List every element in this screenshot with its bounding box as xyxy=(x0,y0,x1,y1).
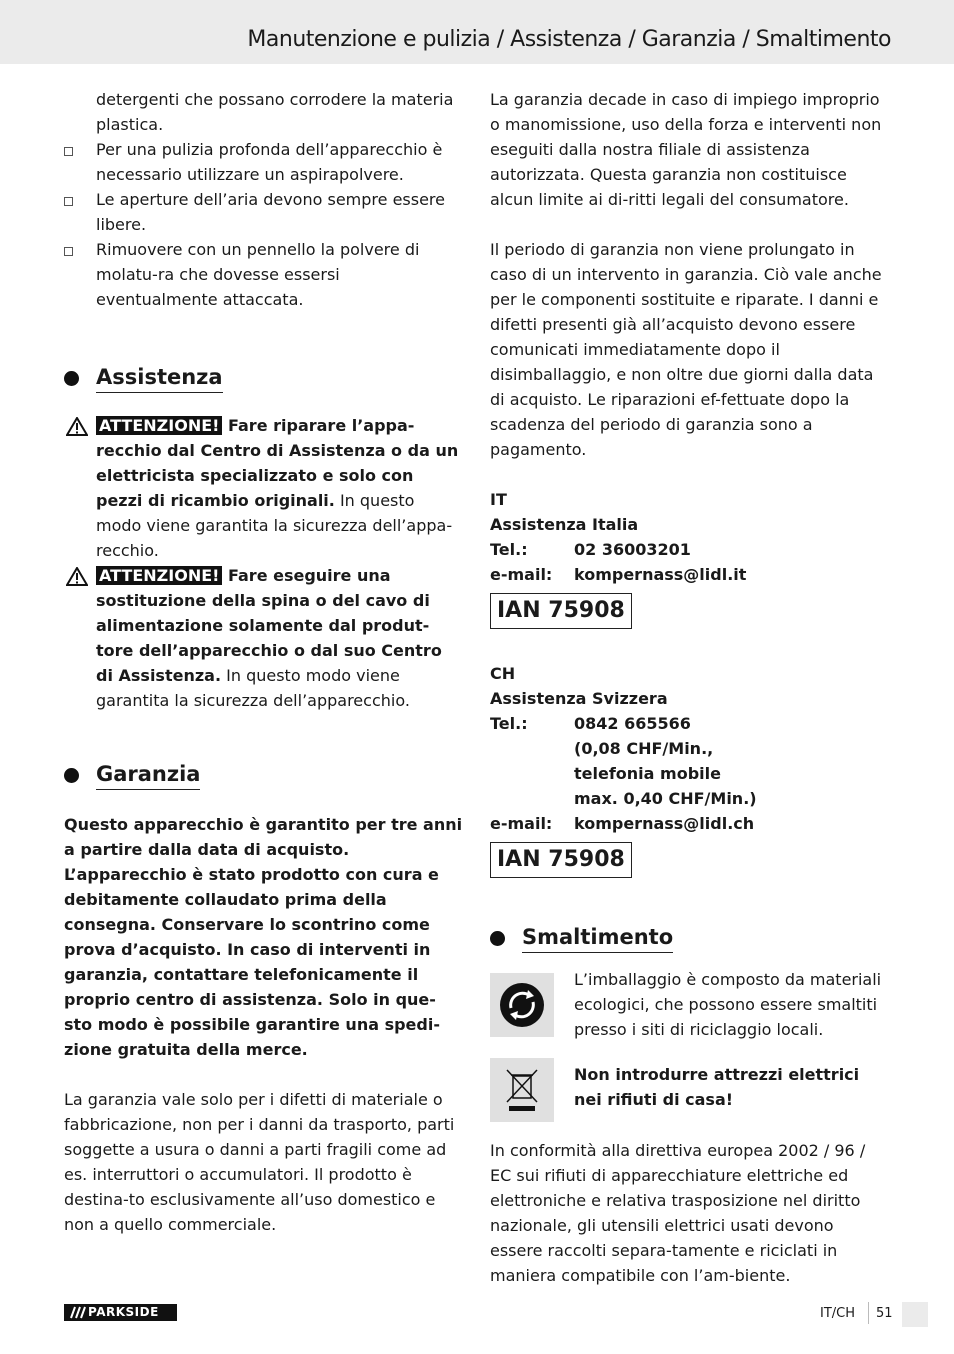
warning-icon xyxy=(66,417,88,436)
list-item: Le aperture dell’aria devono sempre essere libere. xyxy=(64,187,464,237)
bullet-square-icon xyxy=(64,197,73,206)
left-column xyxy=(64,87,464,1237)
recycle-block xyxy=(490,970,890,1042)
email-address: kompernass@lidl.ch xyxy=(574,814,755,833)
section-assistenza xyxy=(64,364,464,393)
page-header xyxy=(0,0,954,64)
warranty-text: La garanzia vale solo per i difetti di materiale o fabbricazione, non per i danni da trasporto, parti soggette a usura o danni a parti fragili come ad es. interruttori o accumulatori. Il prodotto è destina-to esclusivamente all’uso domestico e non a quello commerciale. xyxy=(64,1090,455,1234)
weee-warning: Non introdurre attrezzi elettrici nei rifiuti di casa! xyxy=(574,1065,860,1109)
bullet-dot-icon xyxy=(64,371,79,386)
divider xyxy=(868,1302,869,1324)
warranty-paragraph: La garanzia decade in caso di impiego improprio o manomissione, uso della forza e interventi non eseguiti dalla nostra filiale di assistenza autorizzata. Questa garanzia non costituisce alcun limite ai di-ritti legali del consumatore. xyxy=(490,90,882,209)
language-code: IT/CH xyxy=(820,1306,856,1321)
warning-block: ATTENZIONE! Fare riparare l’appa-recchio dal Centro di Assistenza o da un elettricista specializzato e solo con pezzi di ricambio originali. In questo modo viene garantita la sicurezza dell’appa-recchio. xyxy=(64,413,464,563)
ian-box: IAN 75908 xyxy=(490,842,632,878)
warning-icon xyxy=(66,567,88,586)
bullet-dot-icon xyxy=(490,931,505,946)
continued-text: detergenti che possano corrodere la materia plastica. xyxy=(96,90,454,134)
phone-number: 0842 665566 xyxy=(574,714,691,733)
phone-number: 02 36003201 xyxy=(574,540,691,559)
recycle-text: L’imballaggio è composto da materiali ecologici, che possono essere smaltiti presso i siti di riciclaggio locali. xyxy=(574,970,882,1039)
bullet-dot-icon xyxy=(64,768,79,783)
right-column xyxy=(490,87,890,1288)
warranty-bold-text: Questo apparecchio è garantito per tre anni a partire dalla data di acquisto. L’apparecchio è stato prodotto con cura e debitamente collaudato prima della consegna. Conservare lo scontrino come prova d’acquisto. In caso di interventi in garanzia, contattare telefonicamente il proprio centro di assistenza. Solo in que-sto modo è possibile garantire una spedi-zione gratuita della merce. xyxy=(64,815,463,1059)
list-item: Rimuovere con un pennello la polvere di molatu-ra che dovesse essersi eventualmente attaccata. xyxy=(64,237,464,312)
attention-badge: ATTENZIONE! xyxy=(96,416,222,435)
attention-badge: ATTENZIONE! xyxy=(96,566,222,585)
bullet-square-icon xyxy=(64,147,73,156)
weee-block xyxy=(490,1058,890,1122)
contact-ch: CH Assistenza Svizzera Tel.: 0842 665566 (0,08 CHF/Min., telefonia mobile max. 0,40 CHF/Min.) e-mail: kompernass@lidl.ch IAN 75908 xyxy=(490,661,890,878)
list-item: Per una pulizia profonda dell’apparecchio è necessario utilizzare un aspirapolvere. xyxy=(64,137,464,187)
crossed-bin-icon xyxy=(490,1058,554,1122)
section-title: Assistenza xyxy=(96,364,223,393)
section-title: Garanzia xyxy=(96,761,200,790)
section-garanzia xyxy=(64,761,464,790)
recycle-icon xyxy=(490,973,554,1037)
warning-block: ATTENZIONE! Fare eseguire una sostituzione della spina o del cavo di alimentazione solamente dal produt-tore dell’apparecchio o dal suo Centro di Assistenza. In questo modo viene garantita la sicurezza dell’apparecchio. xyxy=(64,563,464,713)
email-address: kompernass@lidl.it xyxy=(574,565,747,584)
bullet-square-icon xyxy=(64,247,73,256)
page-title: Manutenzione e pulizia / Assistenza / Garanzia / Smaltimento xyxy=(247,27,891,52)
ian-box: IAN 75908 xyxy=(490,593,632,629)
parkside-logo: PARKSIDE xyxy=(64,1304,177,1321)
contact-it: IT Assistenza Italia Tel.: 02 36003201 e-mail: kompernass@lidl.it IAN 75908 xyxy=(490,487,890,629)
directive-text: In conformità alla direttiva europea 2002 / 96 / EC sui rifiuti di apparecchiature elettriche ed elettroniche e relativa trasposizione nel diritto nazionale, gli utensili elettrici usati devono essere raccolti separa-tamente e riciclati in maniera compatibile con l’am-biente. xyxy=(490,1141,866,1285)
section-title: Smaltimento xyxy=(522,924,673,953)
page-number: 51 xyxy=(876,1306,893,1321)
page-tab xyxy=(902,1302,928,1327)
section-smaltimento xyxy=(490,924,890,953)
logo-stripes-icon xyxy=(67,1304,87,1321)
warranty-paragraph: Il periodo di garanzia non viene prolungato in caso di un intervento in garanzia. Ciò vale anche per le componenti sostituite e riparate. I danni e difetti presenti già all’acquisto devono essere comunicati immediatamente dopo il disimballaggio, e non oltre due giorni dalla data di acquisto. Le riparazioni ef-fettuate dopo la scadenza del periodo di garanzia sono a pagamento. xyxy=(490,240,882,459)
